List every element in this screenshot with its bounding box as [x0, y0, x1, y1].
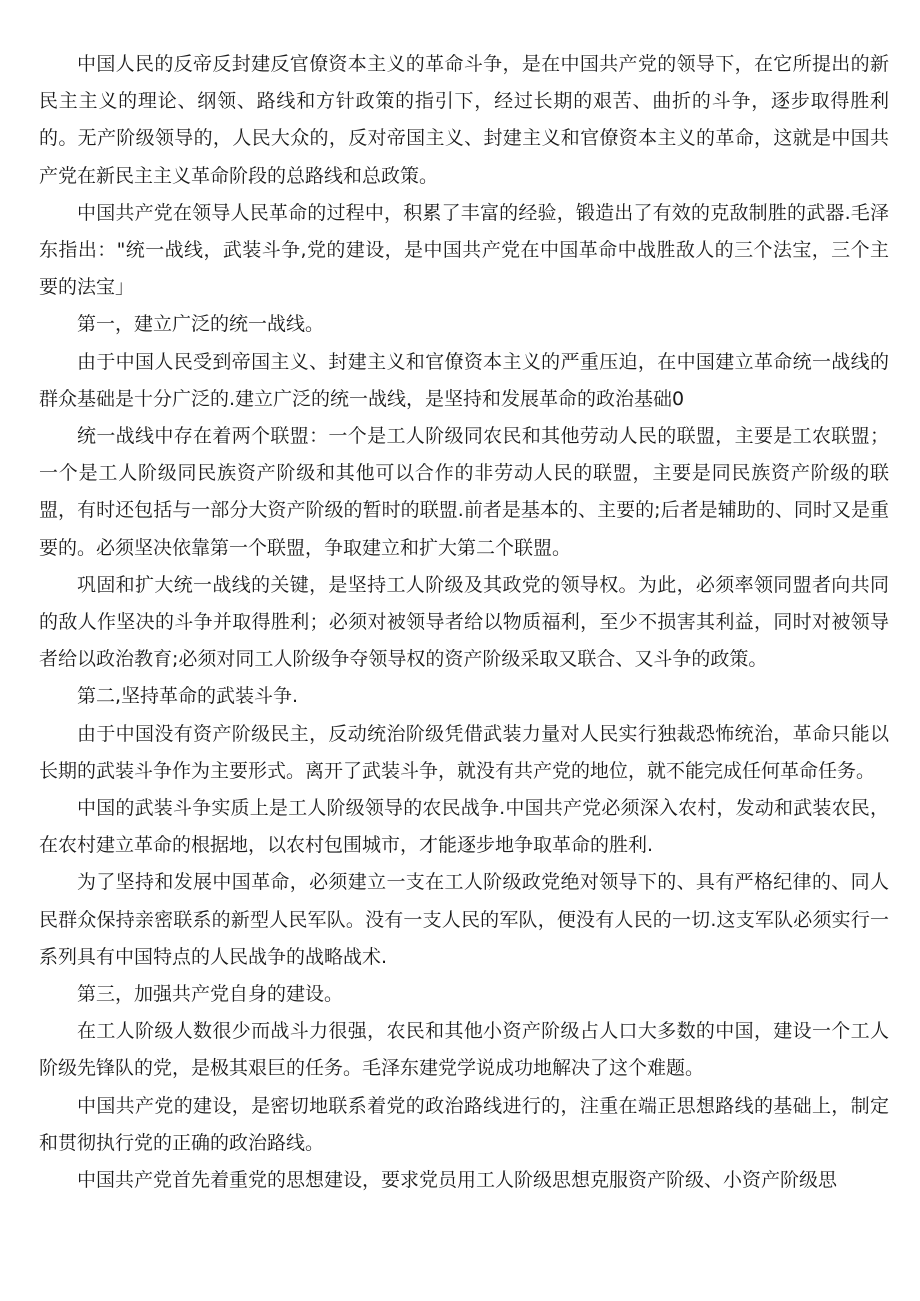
heading-armed-struggle: 第二,坚持革命的武装斗争.	[77, 685, 299, 708]
paragraph-ideological-building: 中国共产党首先着重党的思想建设，要求党员用工人阶级思想克服资产阶级、小资产阶级思	[77, 1169, 838, 1192]
heading-united-front: 第一，建立广泛的统一战线。	[77, 313, 325, 336]
paragraph-three-magic-weapons: 中国共产党在领导人民革命的过程中，积累了丰富的经验，锻造出了有效的克敌制胜的武器.毛泽东指出："统一战线，武装斗争,党的建设，是中国共产党在中国革命中战胜敌人的三个法宝，三个主要的法宝」	[39, 201, 889, 299]
paragraph-political-line: 中国共产党的建设，是密切地联系着党的政治路线进行的，注重在端正思想路线的基础上，制定和贯彻执行党的正确的政治路线。	[39, 1094, 889, 1154]
paragraph-two-alliances: 统一战线中存在着两个联盟：一个是工人阶级同农民和其他劳动人民的联盟，主要是工农联盟；一个是工人阶级同民族资产阶级和其他可以合作的非劳动人民的联盟，主要是同民族资产阶级的联盟，有时还包括与一部分大资产阶级的暂时的联盟.前者是基本的、主要的;后者是辅助的、同时又是重要的。必须坚决依靠第一个联盟，争取建立和扩大第二个联盟。	[39, 425, 889, 559]
paragraph-people-army: 为了坚持和发展中国革命，必须建立一支在工人阶级政党绝对领导下的、具有严格纪律的、同人民群众保持亲密联系的新型人民军队。没有一支人民的军队，便没有人民的一切.这支军队必须实行一系列具有中国特点的人民战争的战略战术.	[39, 871, 889, 968]
paragraph-revolution-general-line: 中国人民的反帝反封建反官僚资本主义的革命斗争，是在中国共产党的领导下，在它所提出的新民主主义的理论、纲领、路线和方针政策的指引下，经过长期的艰苦、曲折的斗争，逐步取得胜利的。无产阶级领导的，人民大众的，反对帝国主义、封建主义和官僚资本主义的革命，这就是中国共产党在新民主主义革命阶段的总路线和总政策。	[39, 53, 889, 187]
paragraph-armed-struggle-reason: 由于中国没有资产阶级民主，反动统治阶级凭借武装力量对人民实行独裁恐怖统治，革命只能以长期的武装斗争作为主要形式。离开了武装斗争，就没有共产党的地位，就不能完成任何革命任务。	[39, 722, 889, 782]
paragraph-peasant-war: 中国的武装斗争实质上是工人阶级领导的农民战争.中国共产党必须深入农村，发动和武装农民，在农村建立革命的根据地，以农村包围城市，才能逐步地争取革命的胜利.	[39, 797, 889, 857]
heading-party-building: 第三，加强共产党自身的建设。	[77, 983, 344, 1006]
paragraph-united-front-basis: 由于中国人民受到帝国主义、封建主义和官僚资本主义的严重压迫，在中国建立革命统一战线的群众基础是十分广泛的.建立广泛的统一战线，是坚持和发展革命的政治基础0	[39, 350, 889, 410]
document-page	[39, 46, 889, 1199]
paragraph-leadership-key: 巩固和扩大统一战线的关键，是坚持工人阶级及其政党的领导权。为此，必须率领同盟者向共同的敌人作坚决的斗争并取得胜利；必须对被领导者给以物质福利，至少不损害其利益，同时对被领导者给以政治教育;必须对同工人阶级争夺领导权的资产阶级采取又联合、又斗争的政策。	[39, 573, 889, 671]
paragraph-party-building-task: 在工人阶级人数很少而战斗力很强，农民和其他小资产阶级占人口大多数的中国，建设一个工人阶级先锋队的党，是极其艰巨的任务。毛泽东建党学说成功地解决了这个难题。	[39, 1020, 889, 1080]
